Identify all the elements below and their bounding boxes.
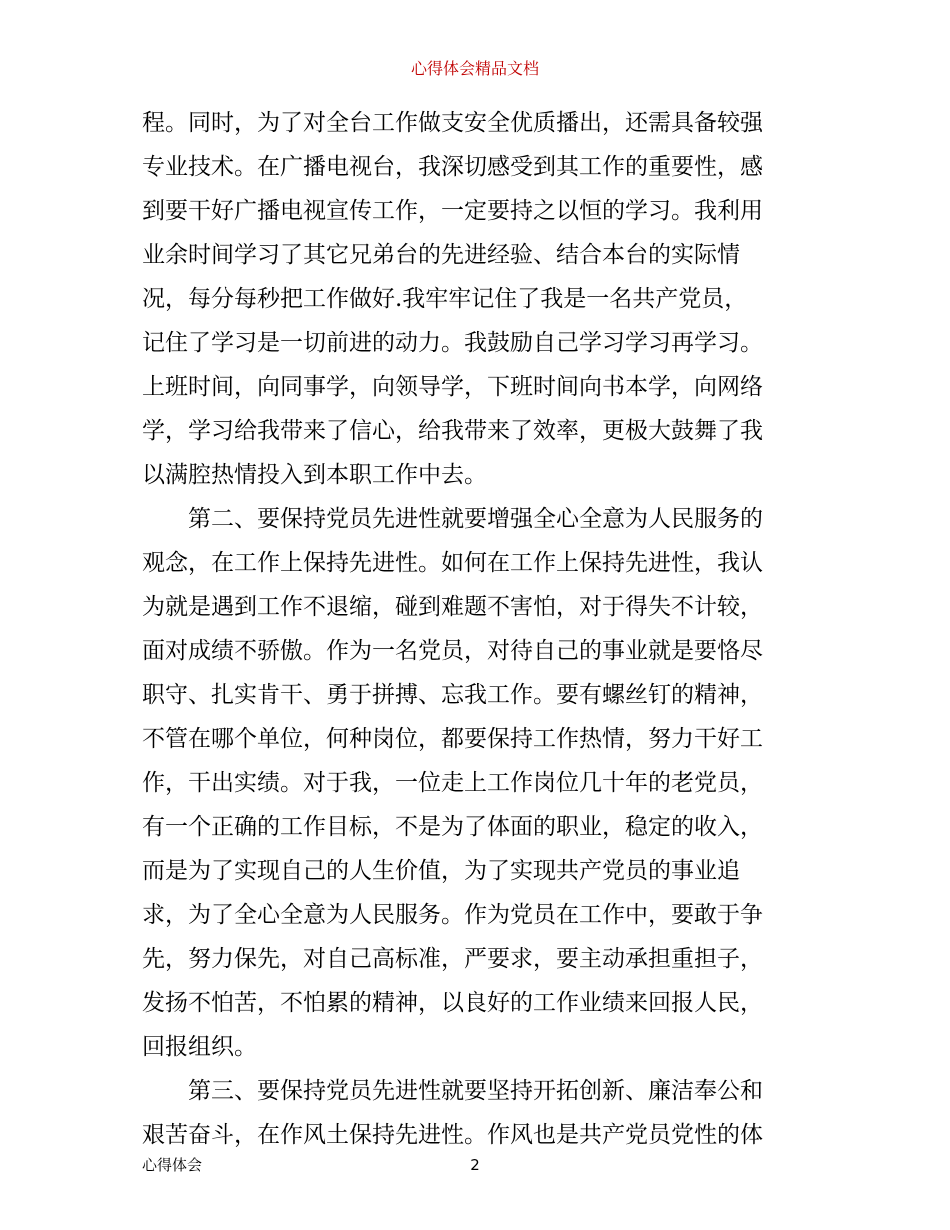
page-header-title: 心得体会精品文档 xyxy=(410,59,539,78)
text-line: 观念，在工作上保持先进性。如何在工作上保持先进性，我认 xyxy=(142,550,763,576)
text-line: 到要干好广播电视宣传工作，一定要持之以恒的学习。我利用 xyxy=(142,198,763,224)
text-line: 作，干出实绩。对于我，一位走上工作岗位几十年的老党员， xyxy=(142,770,763,796)
page-number: 2 xyxy=(470,1156,480,1174)
text-line: 第三、要保持党员先进性就要坚持开拓创新、廉洁奉公和 xyxy=(142,1078,763,1104)
text-line: 发扬不怕苦，不怕累的精神，以良好的工作业绩来回报人民， xyxy=(142,990,763,1016)
text-line: 业余时间学习了其它兄弟台的先进经验、结合本台的实际情 xyxy=(142,242,740,268)
text-line: 有一个正确的工作目标，不是为了体面的职业，稳定的收入， xyxy=(142,814,763,840)
text-line: 专业技术。在广播电视台，我深切感受到其工作的重要性，感 xyxy=(142,154,763,180)
text-line: 面对成绩不骄傲。作为一名党员，对待自己的事业就是要恪尽 xyxy=(142,638,763,664)
text-line: 艰苦奋斗，在作风土保持先进性。作风也是共产党员党性的体 xyxy=(142,1122,763,1148)
body-text xyxy=(142,101,812,1157)
text-line: 上班时间，向同事学，向领导学，下班时间向书本学，向网络 xyxy=(142,374,763,400)
text-line: 程。同时，为了对全台工作做支安全优质播出，还需具备较强 xyxy=(142,110,763,136)
text-line: 况，每分每秒把工作做好.我牢牢记住了我是一名共产党员， xyxy=(142,286,748,312)
text-line: 而是为了实现自己的人生价值，为了实现共产党员的事业追 xyxy=(142,858,740,884)
footer-label: 心得体会 xyxy=(142,1156,203,1174)
text-line: 记住了学习是一切前进的动力。我鼓励自己学习学习再学习。 xyxy=(142,330,763,356)
text-line: 求，为了全心全意为人民服务。作为党员在工作中，要敢于争 xyxy=(142,902,763,928)
text-line: 职守、扎实肯干、勇于拼搏、忘我工作。要有螺丝钉的精神， xyxy=(142,682,763,708)
text-line: 先，努力保先，对自己高标准，严要求，要主动承担重担子， xyxy=(142,946,763,972)
text-line: 以满腔热情投入到本职工作中去。 xyxy=(142,462,487,488)
text-line: 不管在哪个单位，何种岗位，都要保持工作热情，努力干好工 xyxy=(142,726,763,752)
text-line: 为就是遇到工作不退缩，碰到难题不害怕，对于得失不计较， xyxy=(142,594,763,620)
text-line: 回报组织。 xyxy=(142,1034,257,1060)
text-line: 第二、要保持党员先进性就要增强全心全意为人民服务的 xyxy=(142,506,763,532)
text-line: 学，学习给我带来了信心，给我带来了效率，更极大鼓舞了我 xyxy=(142,418,763,444)
